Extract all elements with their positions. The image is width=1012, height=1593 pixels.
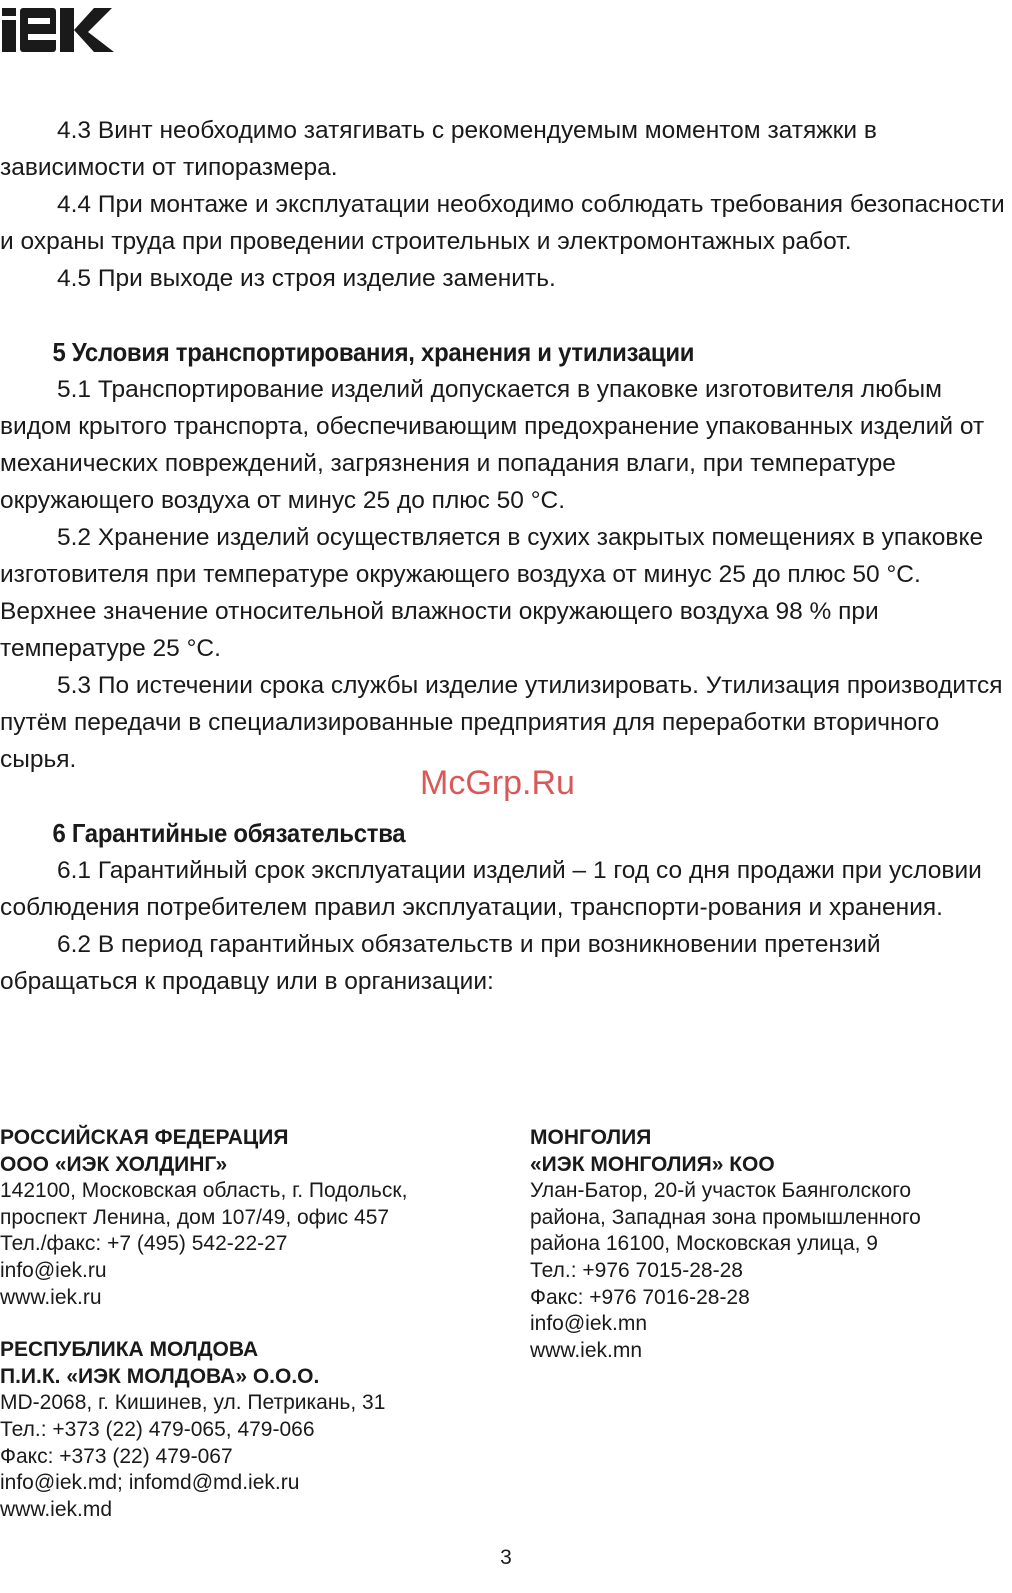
paragraph: 5.3 По истечении срока службы изделие утилизировать. Утилизация производится путём передачи в специализированные предприятия для переработки вторичного сырья. [0,672,1003,773]
phone-fax: Тел./факс: +7 (495) 542-22-27 [0,1232,288,1256]
section-gap [0,297,1005,334]
fax: Факс: +976 7016-28-28 [530,1285,750,1309]
paragraph: 6.1 Гарантийный срок эксплуатации изделий – 1 год со дня продажи при условии соблюдения потребителем правил эксплуатации, транспорти-рования и хранения. [0,857,982,921]
paragraph: 4.3 Винт необходимо затягивать с рекомендуемым моментом затяжки в зависимости от типоразмера. [0,117,877,181]
paragraph: 6.2 В период гарантийных обязательств и при возникновении претензий обращаться к продавцу или в организации: [0,931,881,995]
email[interactable]: info@iek.ru [0,1258,107,1282]
address-line: Улан-Батор, 20-й участок Баянголского [530,1179,912,1203]
contacts-right-column [530,1125,1000,1390]
section-heading: 6 Гарантийные обязательства [52,818,406,848]
address-line: района 16100, Московская улица, 9 [530,1232,878,1256]
address-line: 142100, Московская область, г. Подольск, [0,1179,408,1203]
paragraph: 4.5 При выходе из строя изделие заменить. [57,265,556,292]
website[interactable]: www.iek.ru [0,1285,102,1309]
contact-russia [0,1125,520,1311]
website[interactable]: www.iek.mn [530,1338,643,1362]
email[interactable]: info@iek.md; infomd@md.iek.ru [0,1471,300,1495]
country-name: РЕСПУБЛИКА МОЛДОВА [0,1338,259,1362]
paragraph: 4.4 При монтаже и эксплуатации необходимо соблюдать требования безопасности и охраны труда при проведении строительных и электромонтажных работ. [0,191,1005,255]
address-line: MD-2068, г. Кишинев, ул. Петрикань, 31 [0,1391,386,1415]
contacts-left-column [0,1125,520,1549]
company-name: ООО «ИЭК ХОЛДИНГ» [0,1152,228,1176]
company-name: «ИЭК МОНГОЛИЯ» КОО [530,1152,775,1176]
company-name: П.И.К. «ИЭК МОЛДОВА» О.О.О. [0,1364,320,1388]
address-line: проспект Ленина, дом 107/49, офис 457 [0,1205,390,1229]
watermark: McGrp.Ru [420,764,575,802]
country-name: РОССИЙСКАЯ ФЕДЕРАЦИЯ [0,1126,289,1149]
paragraph: 5.2 Хранение изделий осуществляется в сухих закрытых помещениях в упаковке изготовителя при температуре окружающего воздуха от минус 25 до плюс 50 °С. Верхнее значение относительной влажности окружающего воздуха 98 % при температуре 25 °С. [0,524,984,662]
section-heading: 5 Условия транспортирования, хранения и утилизации [52,337,695,367]
phone: Тел.: +373 (22) 479-065, 479-066 [0,1417,315,1441]
email[interactable]: info@iek.mn [530,1312,648,1336]
iek-logo [2,0,114,56]
website[interactable]: www.iek.md [0,1497,113,1521]
document-body [0,112,1005,1000]
paragraph: 5.1 Транспортирование изделий допускается в упаковке изготовителя любым видом крытого транспорта, обеспечивающим предохранение упакованных изделий от механических повреждений, загрязнения и попадания влаги, при температуре окружающего воздуха от минус 25 до плюс 50 °С. [0,376,985,514]
country-name: МОНГОЛИЯ [530,1126,652,1149]
fax: Факс: +373 (22) 479-067 [0,1444,233,1468]
contact-moldova [0,1337,520,1523]
contact-mongolia [530,1125,1000,1364]
phone: Тел.: +976 7015-28-28 [530,1258,743,1282]
address-line: района, Западная зона промышленного [530,1205,921,1229]
page-number: 3 [500,1546,512,1569]
